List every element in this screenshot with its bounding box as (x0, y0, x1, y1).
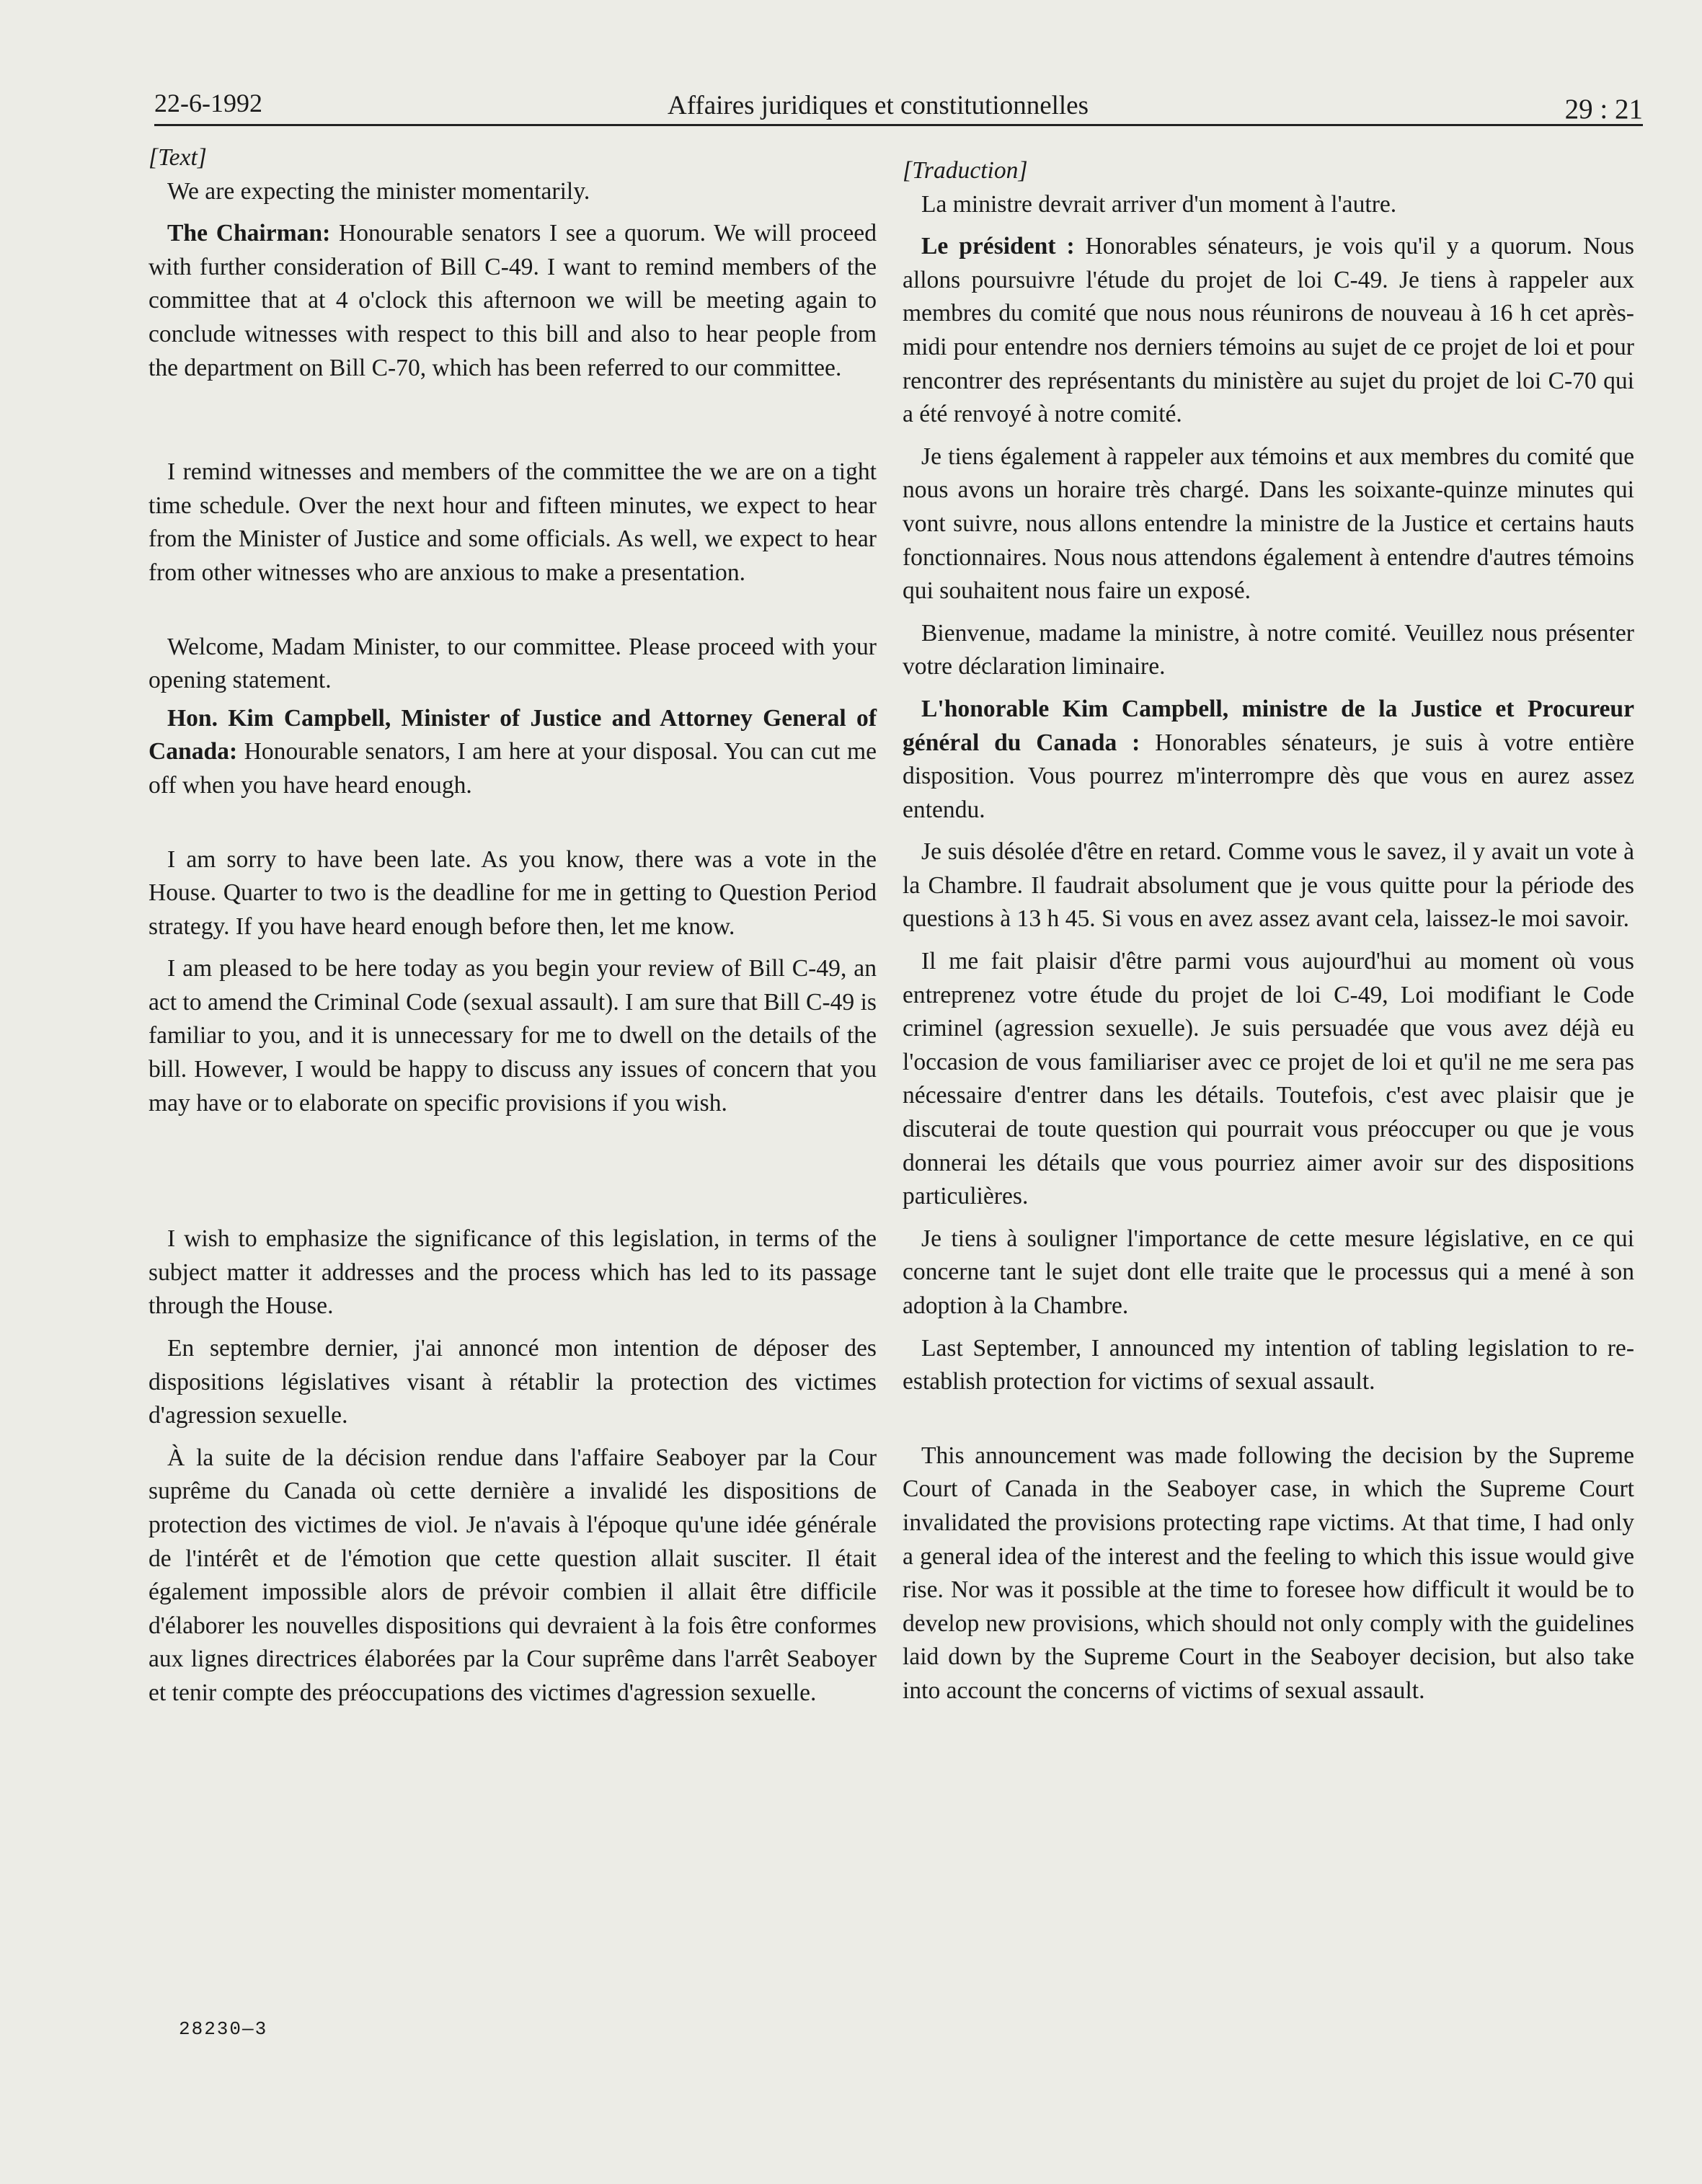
right-column (903, 141, 1634, 1708)
paragraph: Last September, I announced my intention of tabling legislation to re-establish protection for victims of sexual assault. (903, 1334, 1634, 1395)
paragraph: I am sorry to have been late. As you know, there was a vote in the House. Quarter to two is the deadline for me in getting to Question Period strategy. If you have heard enough before then, let me know. (149, 845, 877, 940)
header-page-number: 29 : 21 (1564, 94, 1643, 125)
paragraph: I remind witnesses and members of the committee the we are on a tight time schedule. Over the next hour and fifteen minutes, we expect to hear from the Minister of Justice and some officials. As well, we expect to hear from other witnesses who are anxious to make a presentation. (149, 458, 877, 586)
paragraph: Hon. Kim Campbell, Minister of Justice and Attorney General of Canada: Honourable senators, I am here at your disposal. You can cut me off when you have heard enough. (149, 704, 877, 799)
paragraph: Je tiens également à rappeler aux témoins et aux membres du comité que nous avons un horaire très chargé. Dans les soixante-quinze minutes qui vont suivre, nous allons entendre la ministre de la Justice et certains hauts fonctionnaires. Nous nous attendons également à entendre d'autres témoins qui souhaitent nous faire un exposé. (903, 443, 1634, 605)
speaker-label: Hon. Kim Campbell, Minister of Justice and Attorney General of Canada: (149, 704, 877, 765)
paragraph: I wish to emphasize the significance of this legislation, in terms of the subject matter it addresses and the process which has led to its passage through the House. (149, 1225, 877, 1320)
speaker-label: The Chairman: (167, 220, 331, 247)
paragraph: À la suite de la décision rendue dans l'affaire Seaboyer par la Cour suprême du Canada où cette dernière a invalidé les dispositions de protection des victimes de viol. Je n'avais à l'époque qu'une idée générale de l'intérêt et de l'émotion que cette question allait susciter. Il était également impossible alors de prévoir combien il allait être difficile d'élaborer les nouvelles dispositions qui devraient à la fois être conformes aux lignes directrices élaborées par la Cour suprême dans l'arrêt Seaboyer et tenir compte des préoccupations des victimes d'agression sexuelle. (149, 1444, 877, 1706)
page-header (154, 69, 1643, 126)
paragraph: We are expecting the minister momentarily. (167, 177, 590, 205)
language-tag: [Traduction] (903, 157, 1028, 184)
paragraph: Welcome, Madam Minister, to our committee. Please proceed with your opening statement. (149, 633, 877, 694)
paragraph: The Chairman: Honourable senators I see a quorum. We will proceed with further consideration of Bill C-49. I want to remind members of the committee that at 4 o'clock this afternoon we will be meeting again to conclude witnesses with respect to this bill and also to hear people from the department on Bill C-70, which has been referred to our committee. (149, 220, 877, 381)
speaker-label: L'honorable Kim Campbell, ministre de la Justice et Procureur général du Canada : (903, 695, 1634, 756)
left-column (149, 141, 877, 1710)
paragraph: This announcement was made following the decision by the Supreme Court of Canada in the Seaboyer case, in which the Supreme Court invalidated the provisions protecting rape victims. At that time, I had only a general idea of the interest and the feeling to which this issue would give rise. Nor was it possible at the time to foresee how difficult it would be to develop new provisions, which should not only comply with the guidelines laid down by the Supreme Court in the Seaboyer decision, but also take into account the concerns of victims of sexual assault. (903, 1442, 1634, 1704)
footer-code: 28230—3 (179, 2018, 268, 2040)
paragraph: Il me fait plaisir d'être parmi vous aujourd'hui au moment où vous entreprenez votre étude du projet de loi C-49, Loi modifiant le Code criminel (agression sexuelle). Je suis persuadée que vous avez déjà eu l'occasion de vous familiariser avec ce projet de loi et qu'il ne me sera pas nécessaire d'entrer dans les détails. Toutefois, c'est avec plaisir que je discuterai de toute question qui pourrait vous préoccuper ou que je vous donnerai les détails que vous pourriez aimer avoir sur des dispositions particulières. (903, 948, 1634, 1210)
language-tag: [Text] (149, 144, 207, 171)
paragraph: Le président : Honorables sénateurs, je vois qu'il y a quorum. Nous allons poursuivre l'étude du projet de loi C-49. Je tiens à rappeler aux membres du comité que nous nous réunirons de nouveau à 16 h cet après-midi pour entendre nos derniers témoins au sujet de ce projet de loi et pour rencontrer des représentants du ministère au sujet du projet de loi C-70 qui a été renvoyé à notre comité. (903, 233, 1634, 428)
header-date: 22-6-1992 (154, 89, 262, 117)
paragraph: En septembre dernier, j'ai annoncé mon intention de déposer des dispositions législatives visant à rétablir la protection des victimes d'agression sexuelle. (149, 1335, 877, 1429)
paragraph: Je tiens à souligner l'importance de cette mesure législative, en ce qui concerne tant le sujet dont elle traite que le processus qui a mené à son adoption à la Chambre. (903, 1225, 1634, 1319)
header-title: Affaires juridiques et constitutionnelles (668, 91, 1089, 120)
paragraph: L'honorable Kim Campbell, ministre de la Justice et Procureur général du Canada : Honorables sénateurs, je suis à votre entière disposition. Vous pourrez m'interrompre dès que vous en aurez assez entendu. (903, 695, 1634, 823)
paragraph: I am pleased to be here today as you begin your review of Bill C-49, an act to amend the Criminal Code (sexual assault). I am sure that Bill C-49 is familiar to you, and it is unnecessary for me to dwell on the details of the bill. However, I would be happy to discuss any issues of concern that you may have or to elaborate on specific provisions if you wish. (149, 955, 877, 1117)
paragraph: Bienvenue, madame la ministre, à notre comité. Veuillez nous présenter votre déclaration liminaire. (903, 619, 1634, 680)
speaker-label: Le président : (921, 233, 1075, 260)
paragraph: Je suis désolée d'être en retard. Comme vous le savez, il y avait un vote à la Chambre. Il faudrait absolument que je vous quitte pour la période des questions à 13 h 45. Si vous en avez assez avant cela, laissez-le moi savoir. (903, 838, 1634, 933)
paragraph: La ministre devrait arriver d'un moment à l'autre. (921, 190, 1397, 218)
